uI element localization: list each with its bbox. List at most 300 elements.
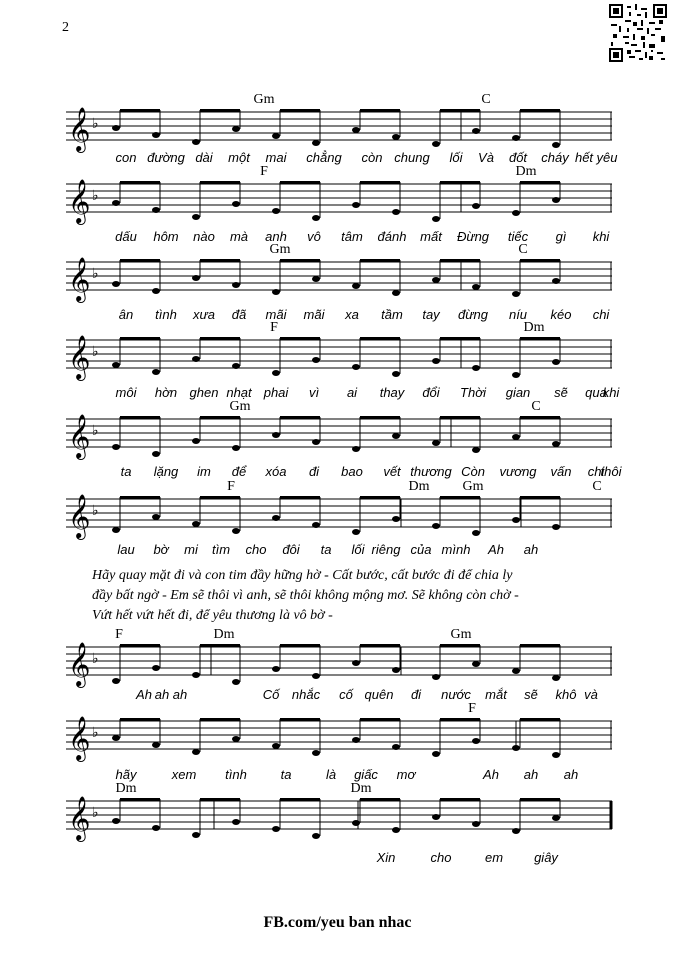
note-head: [232, 819, 240, 825]
note-head: [192, 356, 200, 362]
lyric-word: dài: [195, 150, 213, 165]
key-flat-icon: ♭: [92, 423, 99, 439]
lyric-word: Cố: [262, 687, 280, 702]
treble-clef-icon: 𝄞: [68, 257, 91, 301]
note-head: [552, 441, 560, 447]
key-flat-icon: ♭: [92, 116, 99, 132]
treble-clef-icon: 𝄞: [68, 107, 91, 151]
lyric-word: khô: [555, 687, 577, 702]
note-head: [472, 284, 480, 290]
staff-system: [66, 781, 612, 881]
staff: [66, 414, 612, 459]
note-beam: [120, 416, 160, 419]
note-head: [512, 668, 520, 674]
note-beam: [200, 337, 240, 340]
note-head: [112, 527, 120, 533]
note-head: [432, 814, 440, 820]
chord-symbol: C: [592, 479, 602, 494]
note-beam: [120, 259, 160, 262]
lyric-word: vô: [307, 229, 321, 244]
lyric-word: chẳng: [306, 150, 342, 165]
qr-code: [609, 4, 667, 62]
note-head: [432, 216, 440, 222]
note-beam: [360, 259, 400, 262]
note-head: [232, 363, 240, 369]
footer-credit: FB.com/yeu ban nhac: [263, 914, 412, 931]
staff: [66, 179, 612, 224]
lyric-word: dấu: [115, 229, 137, 244]
note-head: [552, 278, 560, 284]
lyric-word: mơ: [396, 767, 416, 782]
note-head: [512, 517, 520, 523]
note-head: [192, 672, 200, 678]
staff-system: [66, 320, 612, 420]
lyric-word: Xin: [376, 850, 396, 865]
note-beam: [280, 181, 320, 184]
note-head: [192, 275, 200, 281]
lyric-word: kéo: [550, 307, 572, 322]
note-head: [312, 215, 320, 221]
note-beam: [200, 109, 240, 112]
lyric-word: tâm: [341, 229, 363, 244]
note-head: [152, 369, 160, 375]
note-head: [312, 140, 320, 146]
note-beam: [120, 337, 160, 340]
lyric-word: còn: [361, 150, 383, 165]
chord-symbol: F: [227, 479, 235, 494]
note-head: [272, 208, 280, 214]
lyric-word: xưa: [193, 307, 215, 322]
lyric-word: của: [410, 542, 432, 557]
lyric-word: mà: [229, 229, 249, 244]
lyric-word: vương: [499, 464, 537, 479]
chord-symbol: F: [270, 320, 278, 335]
lyric-word: giấc: [354, 767, 378, 782]
note-head: [312, 439, 320, 445]
lyric-word: gì: [555, 229, 567, 244]
note-head: [272, 133, 280, 139]
note-beam: [440, 259, 480, 262]
lyric-word: giây: [534, 850, 558, 865]
note-head: [432, 751, 440, 757]
lyric-word: ghen: [189, 385, 219, 400]
lyric-word: Ah: [136, 687, 152, 702]
lyric-word: ân: [118, 307, 134, 322]
note-head: [152, 514, 160, 520]
chord-symbol: C: [531, 399, 541, 414]
note-head: [312, 357, 320, 363]
note-head: [552, 675, 560, 681]
lyric-word: ta: [320, 542, 332, 557]
lyric-word: thay: [379, 385, 405, 400]
note-head: [152, 665, 160, 671]
note-beam: [280, 416, 320, 419]
lyric-word: đi: [410, 687, 422, 702]
lyric-word: Thời: [460, 385, 486, 400]
lyric-word: vết: [383, 464, 401, 479]
note-beam: [280, 496, 320, 499]
lyric-word: mắt: [485, 687, 507, 702]
lyric-word: riêng: [371, 542, 401, 557]
note-beam: [120, 496, 160, 499]
staff: [66, 716, 612, 761]
note-head: [152, 451, 160, 457]
lyric-word: lau: [117, 542, 135, 557]
note-head: [392, 744, 400, 750]
note-head: [432, 523, 440, 529]
note-head: [552, 142, 560, 148]
staff: [66, 335, 612, 380]
lyric-word: cho: [245, 542, 267, 557]
note-beam: [280, 718, 320, 721]
note-beam: [120, 109, 160, 112]
note-head: [232, 201, 240, 207]
note-head: [272, 743, 280, 749]
lyric-word: lối: [351, 542, 365, 557]
note-beam: [280, 337, 320, 340]
note-head: [152, 742, 160, 748]
note-beam: [200, 644, 240, 647]
lyric-word: chung: [394, 150, 430, 165]
lyric-word: ta: [280, 767, 292, 782]
note-head: [112, 444, 120, 450]
lyric-word: sẽ: [524, 687, 538, 702]
treble-clef-icon: 𝄞: [68, 642, 91, 686]
treble-clef-icon: 𝄞: [68, 335, 91, 379]
key-flat-icon: ♭: [92, 266, 99, 282]
note-beam: [360, 337, 400, 340]
lyric-word: níu: [508, 307, 528, 322]
chord-symbol: F: [468, 701, 476, 716]
lyric-word: tìm: [211, 542, 231, 557]
lyric-word: hôm: [153, 229, 179, 244]
chord-symbol: C: [518, 242, 528, 257]
lyric-word: thương: [410, 464, 452, 479]
key-flat-icon: ♭: [92, 503, 99, 519]
lyric-word: đường: [147, 150, 185, 165]
note-head: [392, 209, 400, 215]
lyric-word: nhạt: [226, 385, 252, 400]
lyric-word: xa: [345, 307, 359, 322]
note-head: [152, 288, 160, 294]
lyric-word: hết: [574, 150, 594, 165]
chord-symbol: Dm: [350, 781, 372, 796]
key-flat-icon: ♭: [92, 651, 99, 667]
note-head: [272, 432, 280, 438]
lyric-word: nước: [441, 687, 471, 702]
note-beam: [360, 496, 400, 499]
lyric-word: Ah: [488, 542, 504, 557]
note-head: [472, 365, 480, 371]
note-beam: [440, 718, 480, 721]
note-head: [352, 737, 360, 743]
lyric-word: và: [584, 687, 598, 702]
note-head: [272, 289, 280, 295]
note-beam: [440, 496, 480, 499]
note-head: [472, 128, 480, 134]
note-beam: [120, 798, 160, 801]
note-beam: [520, 337, 560, 340]
note-beam: [120, 181, 160, 184]
note-beam: [520, 644, 560, 647]
note-head: [352, 660, 360, 666]
note-beam: [520, 181, 560, 184]
note-beam: [440, 416, 480, 419]
lyric-word: yêu: [596, 150, 618, 165]
note-head: [352, 529, 360, 535]
note-head: [432, 358, 440, 364]
chord-symbol: Dm: [213, 627, 235, 642]
note-head: [352, 202, 360, 208]
lyric-word: mi: [184, 542, 198, 557]
note-beam: [280, 644, 320, 647]
lyric-word: Và: [478, 150, 494, 165]
note-beam: [280, 259, 320, 262]
lyric-word: đừng: [458, 307, 488, 322]
lyric-word: môi: [115, 385, 137, 400]
note-head: [432, 141, 440, 147]
lyric-word: cố: [339, 687, 353, 702]
treble-clef-icon: 𝄞: [68, 716, 91, 760]
lyric-word: mình: [441, 542, 471, 557]
chord-symbol: Gm: [450, 627, 472, 642]
note-head: [312, 750, 320, 756]
treble-clef-icon: 𝄞: [68, 179, 91, 223]
note-head: [152, 825, 160, 831]
note-head: [312, 522, 320, 528]
note-beam: [200, 718, 240, 721]
lyric-word: tình: [225, 767, 247, 782]
note-head: [472, 530, 480, 536]
staff-system: [66, 701, 612, 801]
lyric-word: chi: [587, 464, 605, 479]
lyric-word: ah: [523, 767, 539, 782]
lyric-word: mất: [420, 229, 442, 244]
chord-symbol: Dm: [115, 781, 137, 796]
note-head: [112, 362, 120, 368]
key-flat-icon: ♭: [92, 344, 99, 360]
note-head: [392, 827, 400, 833]
lyric-word: mãi: [265, 307, 287, 322]
note-head: [232, 736, 240, 742]
staff: [66, 796, 612, 841]
note-beam: [120, 644, 160, 647]
note-head: [352, 283, 360, 289]
lyric-word: cho: [430, 850, 452, 865]
note-head: [552, 359, 560, 365]
lyric-word: ah: [563, 767, 579, 782]
lyric-word: qua: [585, 385, 607, 400]
chord-symbol: C: [481, 92, 491, 107]
verse-line: đầy bất ngờ - Em sẽ thôi vì anh, sẽ thôi không mộng mơ. Sẽ không còn chờ -: [92, 588, 519, 603]
chord-symbol: Gm: [229, 399, 251, 414]
note-head: [272, 370, 280, 376]
lyric-word: vấn: [550, 464, 572, 479]
lyric-word: anh: [265, 229, 287, 244]
note-beam: [360, 181, 400, 184]
note-head: [512, 434, 520, 440]
note-head: [232, 445, 240, 451]
note-head: [192, 832, 200, 838]
treble-clef-icon: 𝄞: [68, 494, 91, 538]
note-beam: [360, 109, 400, 112]
note-head: [232, 528, 240, 534]
note-head: [112, 125, 120, 131]
note-beam: [280, 109, 320, 112]
note-head: [512, 828, 520, 834]
treble-clef-icon: 𝄞: [68, 414, 91, 458]
key-flat-icon: ♭: [92, 805, 99, 821]
note-beam: [440, 644, 480, 647]
lyric-word: khi: [592, 229, 610, 244]
lyric-word: tiếc: [507, 229, 529, 244]
note-head: [512, 291, 520, 297]
staff-system: [66, 399, 612, 499]
note-head: [472, 821, 480, 827]
note-head: [192, 139, 200, 145]
note-head: [192, 749, 200, 755]
note-beam: [280, 798, 320, 801]
note-head: [352, 446, 360, 452]
lyric-word: hãy: [115, 767, 137, 782]
note-beam: [200, 259, 240, 262]
lyric-word: Đừng: [456, 229, 490, 244]
note-head: [272, 826, 280, 832]
note-head: [512, 135, 520, 141]
note-head: [512, 372, 520, 378]
lyric-word: em: [484, 850, 504, 865]
note-beam: [360, 718, 400, 721]
key-flat-icon: ♭: [92, 188, 99, 204]
lyric-word: mai: [265, 150, 287, 165]
lyric-word: im: [197, 464, 211, 479]
note-head: [112, 735, 120, 741]
chord-symbol: Dm: [523, 320, 545, 335]
note-head: [392, 290, 400, 296]
lyric-word: để: [231, 464, 247, 479]
note-head: [152, 132, 160, 138]
note-beam: [520, 259, 560, 262]
note-beam: [200, 798, 240, 801]
note-head: [112, 818, 120, 824]
lyric-word: phai: [263, 385, 289, 400]
note-head: [112, 281, 120, 287]
note-head: [472, 738, 480, 744]
note-head: [472, 447, 480, 453]
verse-line: Vứt hết vứt hết đi, để yêu thương là vô bờ -: [92, 608, 333, 623]
lyric-word: Còn: [461, 464, 485, 479]
lyric-word: xem: [171, 767, 197, 782]
note-head: [272, 666, 280, 672]
lyric-word: hờn: [154, 385, 178, 400]
note-head: [392, 667, 400, 673]
lyric-word: là: [325, 767, 337, 782]
note-beam: [520, 798, 560, 801]
note-head: [552, 197, 560, 203]
note-head: [352, 127, 360, 133]
staff: [66, 107, 612, 152]
page-number: 2: [62, 20, 69, 35]
staff: [66, 642, 612, 687]
lyric-word: đánh: [377, 229, 407, 244]
lyric-word: nào: [193, 229, 215, 244]
lyric-word: quên: [364, 687, 394, 702]
chord-symbol: F: [115, 627, 123, 642]
lyric-word: tầm: [381, 307, 403, 322]
note-head: [152, 207, 160, 213]
lyric-word: ah: [154, 687, 170, 702]
lyric-word: lối: [449, 150, 463, 165]
note-head: [192, 521, 200, 527]
lyric-word: ah: [523, 542, 539, 557]
chord-symbol: Gm: [462, 479, 484, 494]
note-head: [232, 282, 240, 288]
note-head: [392, 134, 400, 140]
note-head: [392, 371, 400, 377]
lyric-word: khi: [602, 385, 620, 400]
lyric-word: tình: [155, 307, 177, 322]
note-head: [312, 833, 320, 839]
note-beam: [440, 798, 480, 801]
lyric-word: sẽ: [554, 385, 568, 400]
staff: [66, 494, 612, 539]
note-beam: [520, 718, 560, 721]
note-head: [552, 815, 560, 821]
key-flat-icon: ♭: [92, 725, 99, 741]
note-head: [552, 752, 560, 758]
note-head: [472, 203, 480, 209]
lyric-word: chi: [592, 307, 610, 322]
note-beam: [360, 798, 400, 801]
note-head: [232, 679, 240, 685]
note-beam: [360, 416, 400, 419]
note-head: [192, 438, 200, 444]
note-beam: [120, 718, 160, 721]
lyric-word: cháy: [541, 150, 569, 165]
note-beam: [440, 337, 480, 340]
note-head: [552, 524, 560, 530]
note-beam: [520, 109, 560, 112]
verse-text: [92, 566, 592, 626]
lyric-word: bao: [341, 464, 363, 479]
lyric-word: gian: [505, 385, 531, 400]
note-beam: [520, 416, 560, 419]
lyric-word: đốt: [508, 150, 528, 165]
lyric-word: mãi: [303, 307, 325, 322]
note-beam: [440, 109, 480, 112]
lyric-word: Ah: [483, 767, 499, 782]
lyric-word: bờ: [153, 542, 169, 557]
note-head: [432, 277, 440, 283]
lyric-word: vì: [308, 385, 320, 400]
lyric-word: đôi: [282, 542, 300, 557]
lyric-word: lặng: [153, 464, 179, 479]
lyric-word: ta: [120, 464, 132, 479]
lyric-word: thôi: [600, 464, 622, 479]
lyric-word: đi: [308, 464, 320, 479]
lyric-word: ai: [346, 385, 358, 400]
note-head: [272, 515, 280, 521]
lyric-word: tay: [422, 307, 440, 322]
lyric-word: xóa: [265, 464, 287, 479]
note-beam: [360, 644, 400, 647]
note-head: [512, 745, 520, 751]
chord-symbol: F: [260, 164, 268, 179]
note-beam: [200, 416, 240, 419]
note-beam: [200, 181, 240, 184]
staff: [66, 257, 612, 302]
note-head: [192, 214, 200, 220]
